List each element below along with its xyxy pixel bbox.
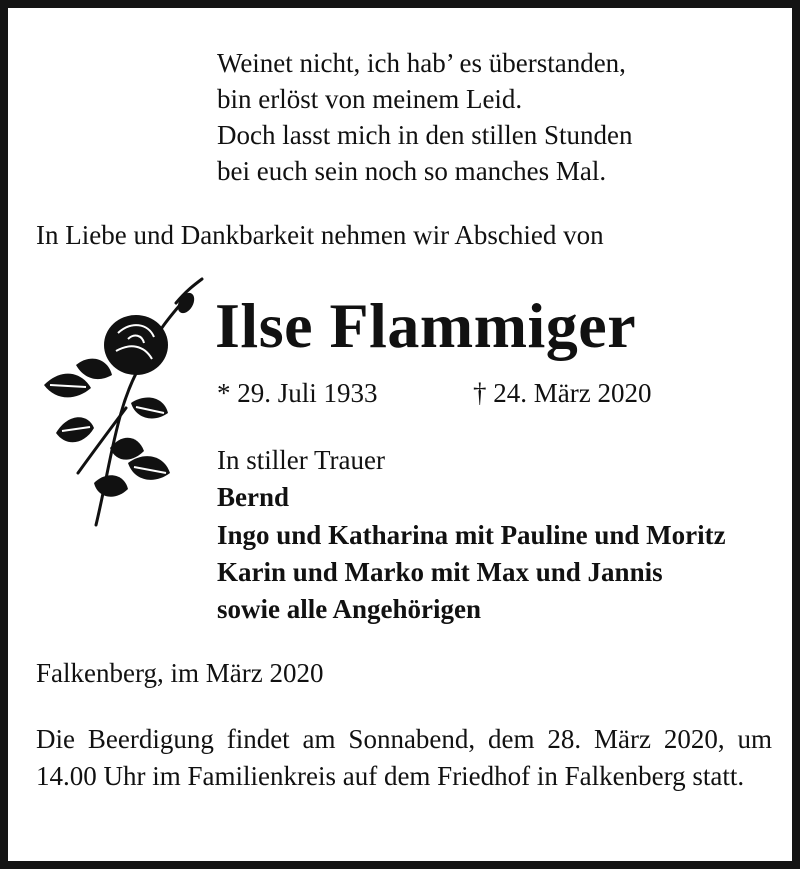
mourner-line: Bernd — [217, 482, 290, 512]
mourner-line: sowie alle Angehörigen — [217, 594, 481, 624]
deceased-name: Ilse Flammiger — [215, 290, 637, 361]
poem-line-3: Doch lasst mich in den stillen Stunden — [217, 120, 633, 150]
death-date: † 24. März 2020 — [473, 378, 652, 408]
place-and-date: Falkenberg, im März 2020 — [36, 658, 324, 688]
rose-icon — [36, 273, 211, 538]
mourner-line: Ingo und Katharina mit Pauline und Moritz — [217, 520, 726, 550]
poem-line-4: bei euch sein noch so manches Mal. — [217, 156, 607, 186]
intro-text: In Liebe und Dankbarkeit nehmen wir Abschied von — [36, 220, 604, 250]
mourning-heading: In stiller Trauer — [217, 445, 385, 475]
poem-line-1: Weinet nicht, ich hab’ es überstanden, — [217, 48, 626, 78]
funeral-notice: Die Beerdigung findet am Sonnabend, dem 28. März 2020, um 14.00 Uhr im Familienkreis auf dem Friedhof in Falkenberg statt. — [36, 724, 772, 791]
mourner-line: Karin und Marko mit Max und Jannis — [217, 557, 663, 587]
birth-date: * 29. Juli 1933 — [217, 378, 378, 408]
poem-line-2: bin erlöst von meinem Leid. — [217, 84, 523, 114]
